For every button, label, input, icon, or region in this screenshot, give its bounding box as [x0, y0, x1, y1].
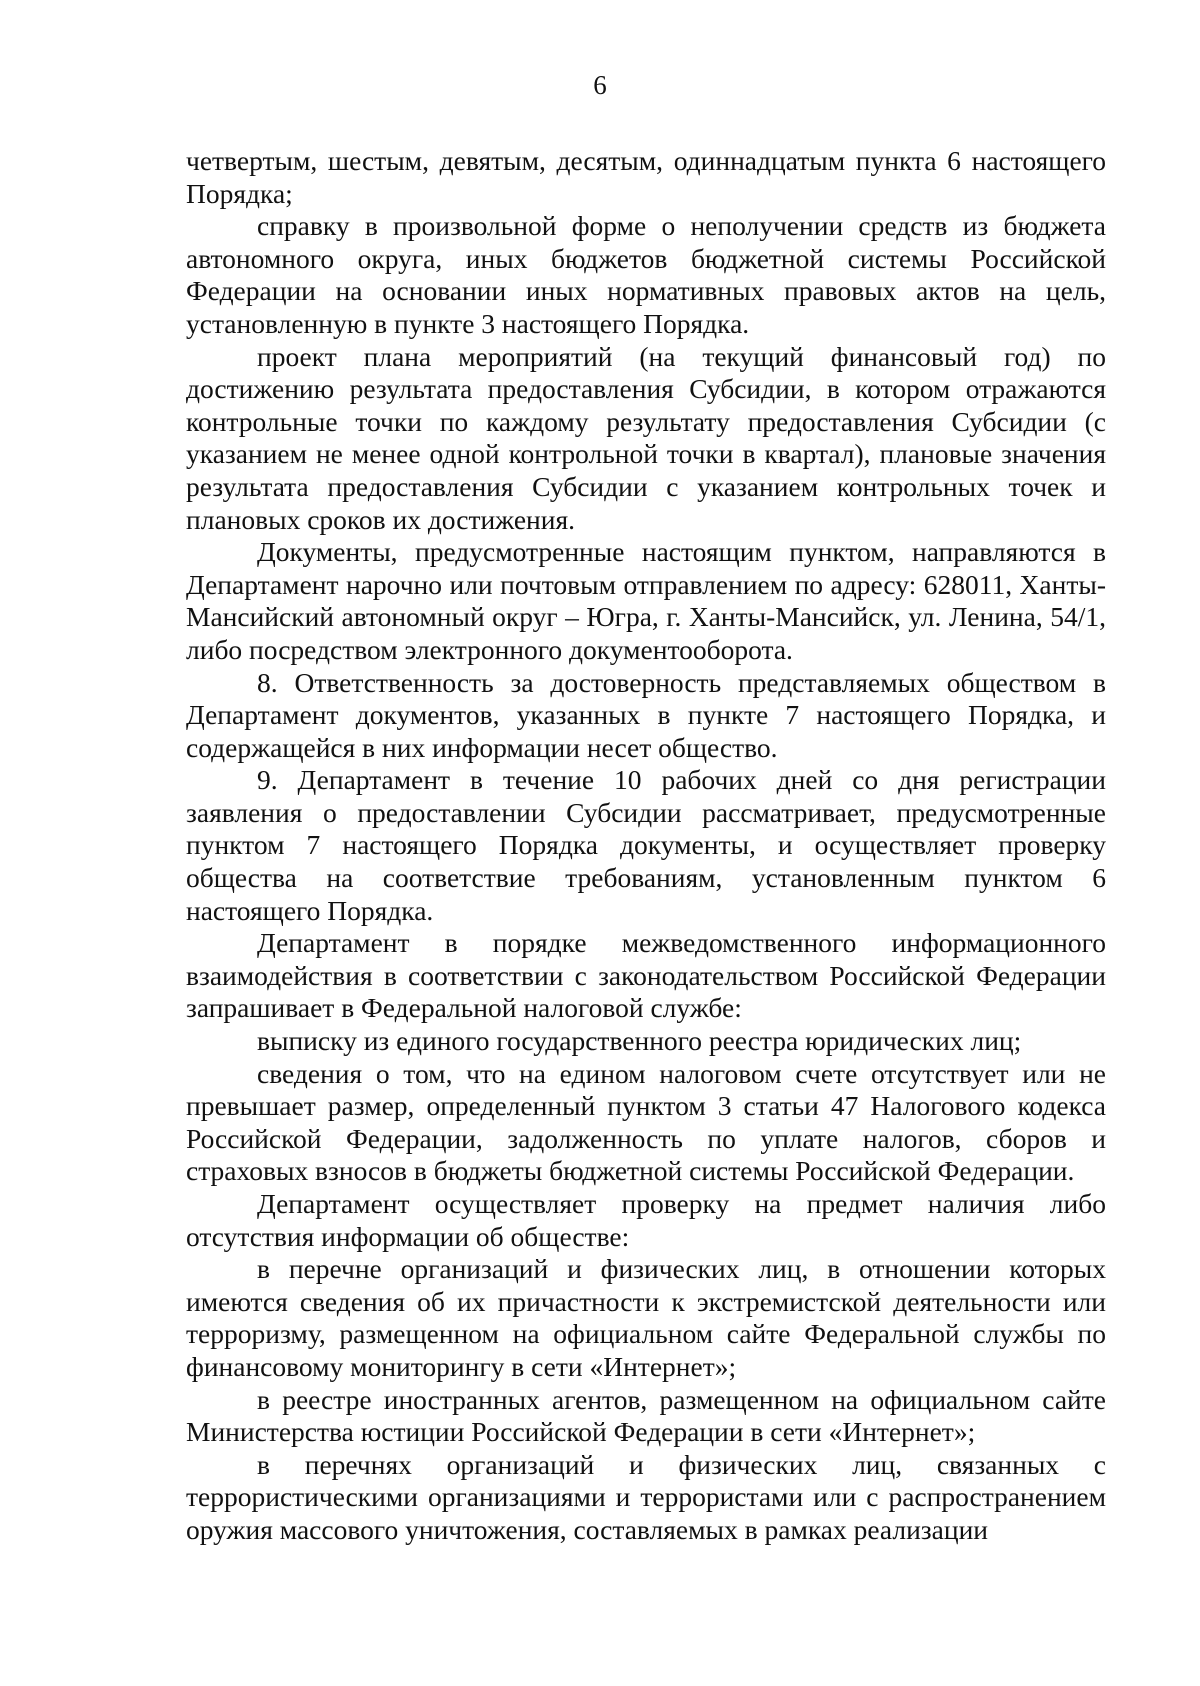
document-body	[186, 145, 1106, 1547]
paragraph-budget-certificate: справку в произвольной форме о неполучении средств из бюджета автономного округа, иных бюджетов бюджетной системы Российской Федерации на основании иных нормативных правовых актов на цель, установленную в пункте 3 настоящего Порядка.	[186, 210, 1106, 339]
paragraph-foreign-agents: в реестре иностранных агентов, размещенном на официальном сайте Министерства юстиции Российской Федерации в сети «Интернет»;	[186, 1383, 1106, 1448]
paragraph-item-9: 9. Департамент в течение 10 рабочих дней со дня регистрации заявления о предоставлении Субсидии рассматривает, предусмотренные пунктом 7 настоящего Порядка документы, и осуществляет проверку общества на соответствие требованиям, установленным пунктом 6 настоящего Порядка.	[186, 764, 1106, 926]
paragraph-tax-account: сведения о том, что на едином налоговом счете отсутствует или не превышает размер, определенный пунктом 3 статьи 47 Налогового кодекса Российской Федерации, задолженность по уплате налогов, сборов и страховых взносов в бюджеты бюджетной системы Российской Федерации.	[186, 1057, 1106, 1187]
paragraph-action-plan: проект плана мероприятий (на текущий финансовый год) по достижению результата предоставления Субсидии, в котором отражаются контрольные точки по каждому результату предоставления Субсидии (с указанием не менее одной контрольной точки в квартал), плановые значения результата предоставления Субсидии с указанием контрольных точек и плановых сроков их достижения.	[186, 340, 1106, 535]
paragraph-continuation: четвертым, шестым, девятым, десятым, одиннадцатым пункта 6 настоящего Порядка;	[186, 145, 1106, 209]
page-number: 6	[593, 70, 607, 100]
paragraph-verification: Департамент осуществляет проверку на предмет наличия либо отсутствия информации об обществе:	[186, 1188, 1106, 1252]
paragraph-egrul-extract: выписку из единого государственного реестра юридических лиц;	[257, 1025, 1022, 1057]
paragraph-item-8: 8. Ответственность за достоверность представляемых обществом в Департамент документов, указанных в пункте 7 настоящего Порядка, и содержащейся в них информации несет общество.	[186, 666, 1106, 763]
paragraph-interagency-request: Департамент в порядке межведомственного информационного взаимодействия в соответствии с законодательством Российской Федерации запрашивает в Федеральной налоговой службе:	[186, 927, 1106, 1024]
paragraph-documents-submission: Документы, предусмотренные настоящим пунктом, направляются в Департамент нарочно или почтовым отправлением по адресу: 628011, Ханты-Мансийский автономный округ – Югра, г. Ханты-Мансийск, ул. Ленина, 54/1, либо посредством электронного документооборота.	[186, 536, 1106, 665]
paragraph-terrorism-lists: в перечнях организаций и физических лиц, связанных с террористическими организациями и террористами или с распространением оружия массового уничтожения, составляемых в рамках реализации	[186, 1448, 1106, 1545]
paragraph-extremism-list: в перечне организаций и физических лиц, в отношении которых имеются сведения об их причастности к экстремистской деятельности или терроризму, размещенном на официальном сайте Федеральной службы по финансовому мониторингу в сети «Интернет»;	[186, 1253, 1106, 1382]
